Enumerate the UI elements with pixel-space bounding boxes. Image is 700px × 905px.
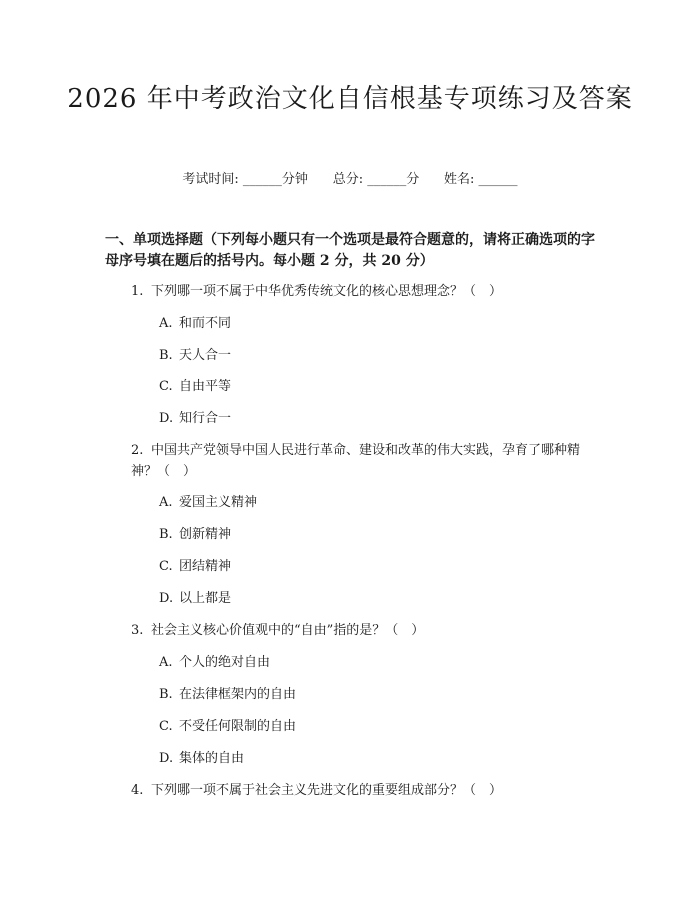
- option-2d: [159, 588, 559, 609]
- question-text: 下列哪一项不属于中华优秀传统文化的核心思想理念？（ ）: [151, 284, 503, 299]
- question-1: [131, 281, 591, 302]
- option-2a: [159, 492, 559, 513]
- student-name-label: 姓名: ______: [444, 172, 518, 187]
- question-number: 1.: [131, 284, 144, 299]
- option-text: 知行合一: [179, 411, 232, 426]
- question-number: 4.: [131, 783, 144, 798]
- option-1b: [159, 345, 559, 366]
- option-text: 以上都是: [179, 591, 232, 606]
- option-text: 自由平等: [179, 379, 232, 394]
- option-letter: A.: [159, 316, 173, 331]
- option-3d: [159, 748, 559, 769]
- question-text: 下列哪一项不属于社会主义先进文化的重要组成部分？（ ）: [151, 783, 503, 798]
- option-3b: [159, 684, 559, 705]
- option-1d: [159, 408, 559, 429]
- option-letter: D.: [159, 751, 174, 766]
- question-2: [131, 440, 596, 482]
- option-letter: D.: [159, 411, 174, 426]
- option-letter: B.: [159, 348, 173, 363]
- option-3c: [159, 716, 559, 737]
- option-text: 集体的自由: [179, 751, 245, 766]
- option-text: 团结精神: [179, 559, 232, 574]
- question-number: 3.: [131, 623, 144, 638]
- option-text: 在法律框架内的自由: [179, 687, 297, 702]
- option-1a: [159, 313, 559, 334]
- option-3a: [159, 652, 559, 673]
- option-text: 个人的绝对自由: [179, 655, 271, 670]
- option-letter: B.: [159, 527, 173, 542]
- question-4: [131, 780, 591, 801]
- question-text: 社会主义核心价值观中的“自由”指的是？（ ）: [151, 623, 425, 638]
- page-title: 2026 年中考政治文化自信根基专项练习及答案: [67, 84, 633, 114]
- total-score-label: 总分: ______分: [332, 172, 420, 187]
- option-2c: [159, 556, 559, 577]
- question-text: 中国共产党领导中国人民进行革命、建设和改革的伟大实践，孕育了哪种精神？（ ）: [131, 443, 581, 479]
- option-letter: C.: [159, 559, 173, 574]
- option-1c: [159, 376, 559, 397]
- option-text: 创新精神: [179, 527, 232, 542]
- option-text: 天人合一: [179, 348, 232, 363]
- option-letter: A.: [159, 655, 173, 670]
- option-letter: D.: [159, 591, 174, 606]
- option-letter: C.: [159, 719, 173, 734]
- option-2b: [159, 524, 559, 545]
- option-text: 不受任何限制的自由: [179, 719, 297, 734]
- section-heading: 一、单项选择题（下列每小题只有一个选项是最符合题意的，请将正确选项的字母序号填在题后的括号内。每小题 2 分，共 20 分）: [105, 232, 595, 269]
- option-text: 和而不同: [179, 316, 232, 331]
- exam-meta-line: [0, 168, 700, 187]
- option-text: 爱国主义精神: [179, 495, 258, 510]
- option-letter: C.: [159, 379, 173, 394]
- question-3: [131, 620, 591, 641]
- exam-time-label: 考试时间: ______分钟: [182, 172, 308, 187]
- option-letter: A.: [159, 495, 173, 510]
- question-number: 2.: [131, 443, 144, 458]
- option-letter: B.: [159, 687, 173, 702]
